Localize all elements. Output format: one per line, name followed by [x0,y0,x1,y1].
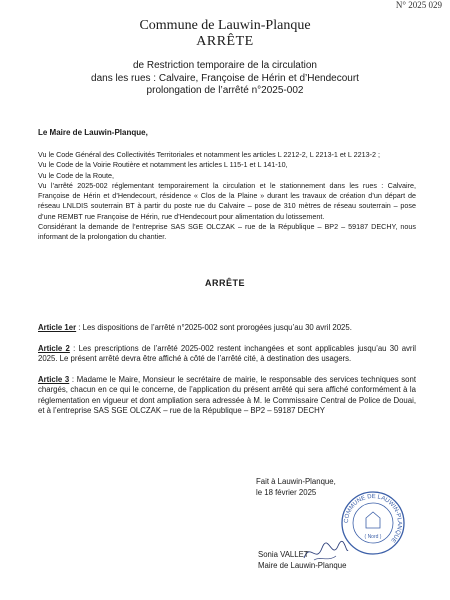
stamp-text: COMMUNE DE LAUWIN-PLANQUE [343,493,403,544]
signatory-name: Sonia VALLET [258,550,309,559]
signatory-block [258,549,346,571]
article-3 [38,375,416,417]
arrete-heading: ARRÊTE [204,278,245,288]
document-reference: N° 2025 029 [395,0,442,10]
maire-label: Le Maire de Lauwin-Planque, [38,128,148,137]
fait-place: Fait à Lauwin-Planque, [256,477,336,486]
fait-date: le 18 février 2025 [256,488,317,497]
article-2 [38,344,416,365]
visa-paragraph: Vu l’arrêté 2025-002 réglementant temporairement la circulation et le stationnement dans les rues : Calvaire, Françoise de Hérin et d’Hendecourt, résidence « Clos de la Plaine » durant les travaux de création d’un départ de réseau LNLDIS souterrain BT à partir du poste rue du Calvaire – pose de 310 mètres de réseau souterrain – pose d’une REMBT rue Françoise de Hérin, rue d’Hendecourt pour alimentation du lotissement. [38,180,416,221]
article-label: Article 1er [38,323,77,332]
document-title: ARRÊTE [196,34,254,49]
visa-paragraph: Vu le Code Général des Collectivités Territoriales et notamment les articles L 2212-2, L 2213-1 et L 2213-2 ; [38,150,380,159]
subject-line: prolongation de l’arrêté n°2025-002 [146,85,304,96]
document-subject [0,60,450,98]
article-text: : Les dispositions de l’arrêté n°2025-002 sont prorogées jusqu’au 30 avril 2025. [76,323,352,332]
stamp-department: ( Nord ) [364,534,382,540]
fait-block [256,476,336,498]
subject-line: de Restriction temporaire de la circulation [133,60,317,71]
visa-paragraph: Vu le Code de la Voirie Routière et notamment les articles L 115-1 et L 141-10, [38,160,288,170]
subject-line: dans les rues : Calvaire, Françoise de Hérin et d’Hendecourt [91,72,359,84]
visa-paragraph: Considérant la demande de l’entreprise SAS SGE OLCZAK – rue de la République – BP2 – 59187 DECHY, nous informant de la prolongation du chantier. [38,222,416,242]
article-text: : Madame le Maire, Monsieur le secrétaire de mairie, le responsable des services techniques sont chargés, chacun en ce qui le concerne, de l’application du présent arrêté qui sera affiché conformément à la réglementation en vigueur et dont ampliation sera adressée à M. le Commissaire Central de Police de Douai, et à l’entreprise SAS SGE OLCZAK – rue de la République – BP2 – 59187 DECHY [38,374,416,415]
official-stamp [340,490,406,556]
articles-section [38,323,416,427]
article-1 [38,323,416,334]
article-text: : Les prescriptions de l’arrêté 2025-002 restent inchangées et sont applicables jusqu’au 30 avril 2025. Le présent arrêté devra être affiché à côté de l’arrêté cité, à destination des usagers. [38,343,416,363]
signatory-title: Maire de Lauwin-Planque [258,561,347,570]
visa-paragraph: Vu le Code de la Route, [38,170,115,180]
article-label: Article 3 [38,374,70,384]
article-label: Article 2 [38,343,70,353]
commune-name: Commune de Lauwin-Planque [139,18,311,33]
document-header [0,18,450,98]
visas-section [38,150,416,243]
